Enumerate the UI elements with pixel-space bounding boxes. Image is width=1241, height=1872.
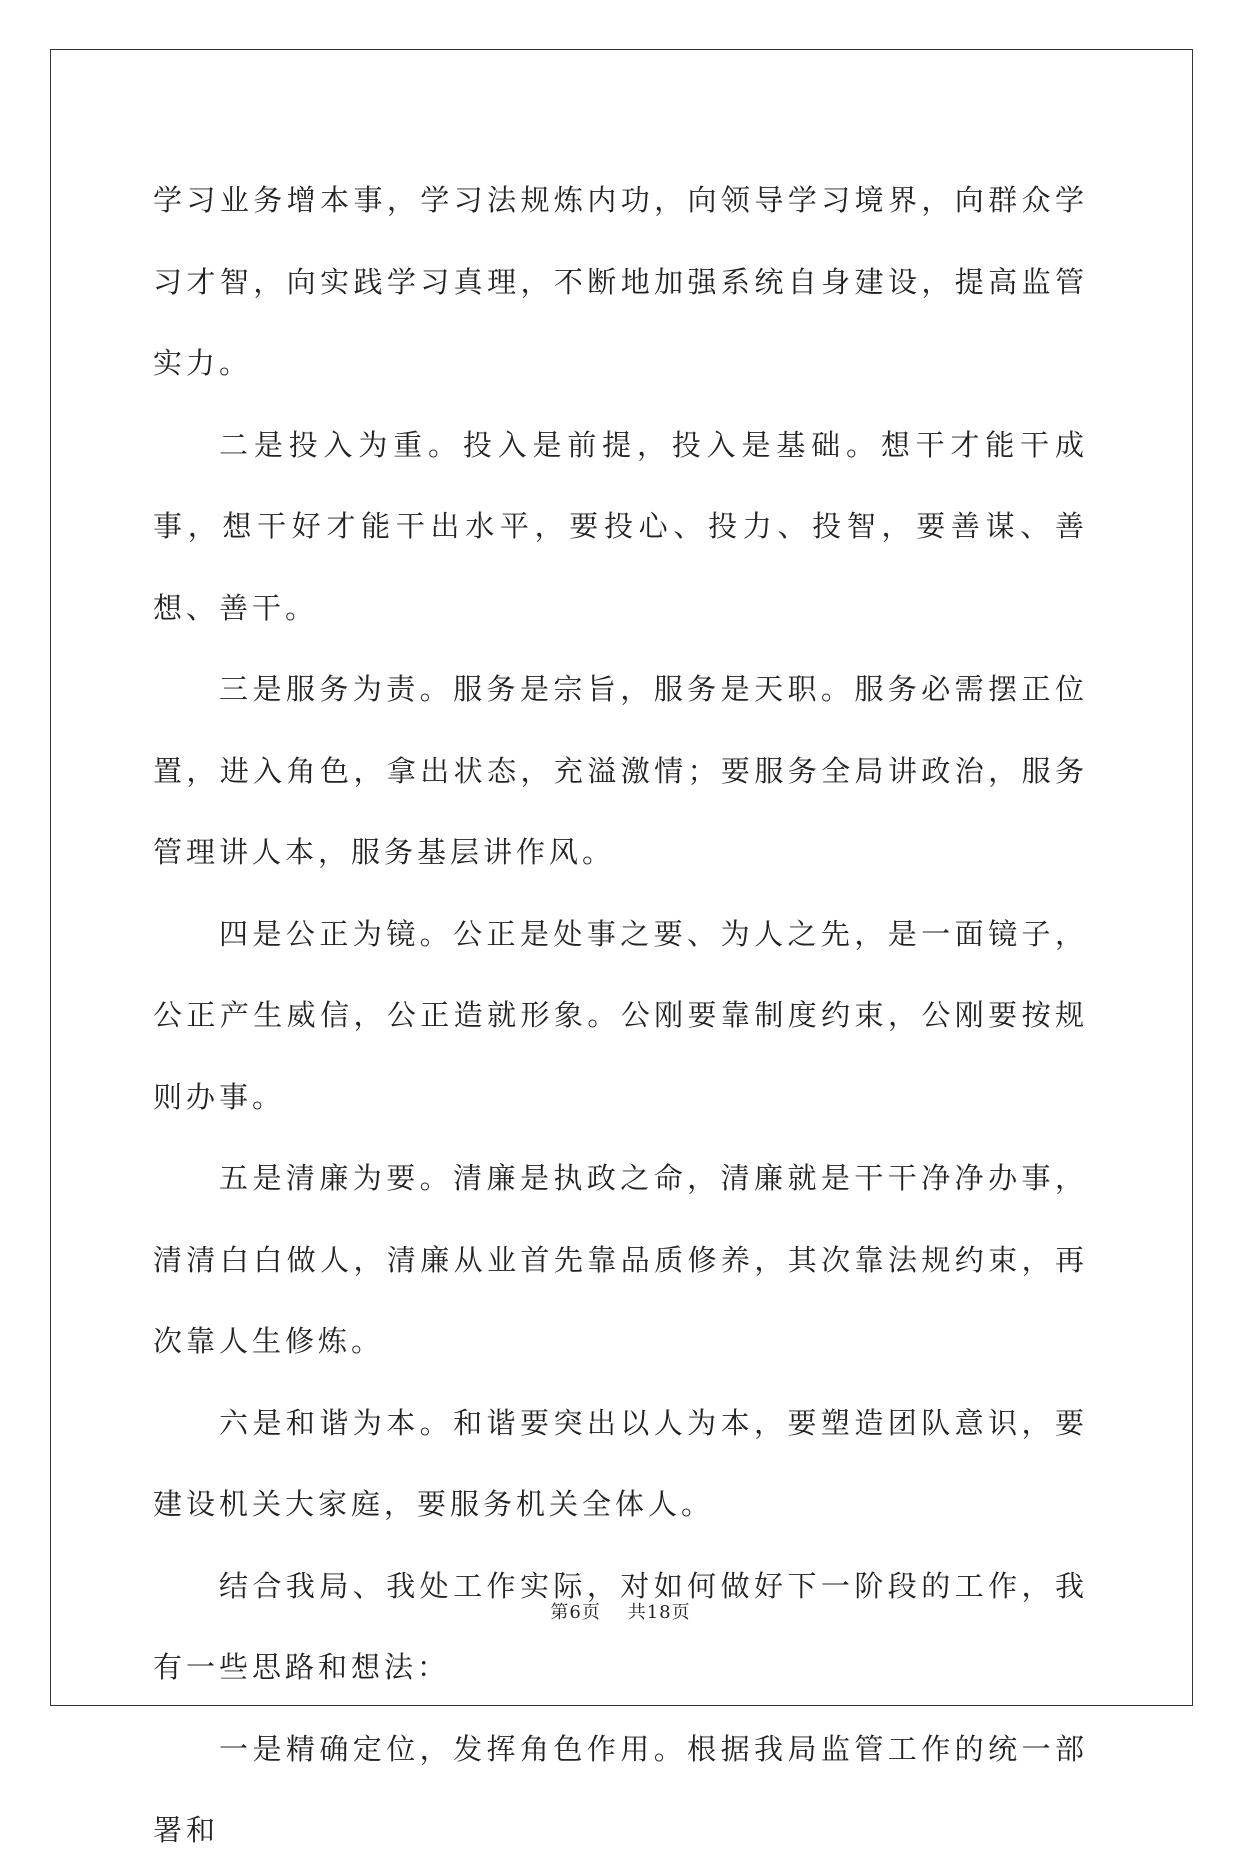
page-footer [0, 1598, 1241, 1624]
paragraph: 二是投入为重。投入是前提，投入是基础。想干才能干成事，想干好才能干出水平，要投心、投力、投智，要善谋、善想、善干。 [153, 427, 1088, 625]
page-number: 第6页 [550, 1602, 601, 1623]
paragraph: 四是公正为镜。公正是处事之要、为人之先，是一面镜子，公正产生威信，公正造就形象。公刚要靠制度约束，公刚要按规则办事。 [153, 916, 1088, 1114]
paragraph: 三是服务为责。服务是宗旨，服务是天职。服务必需摆正位置，进入角色，拿出状态，充溢激情；要服务全局讲政治，服务管理讲人本，服务基层讲作风。 [153, 672, 1088, 869]
page-total: 共18页 [627, 1602, 691, 1623]
paragraph: 结合我局、我处工作实际，对如何做好下一阶段的工作，我有一些思路和想法： [153, 1568, 1088, 1684]
paragraph: 六是和谐为本。和谐要突出以人为本，要塑造团队意识，要建设机关大家庭，要服务机关全体人。 [153, 1405, 1088, 1521]
paragraph: 学习业务增本事，学习法规炼内功，向领导学习境界，向群众学习才智，向实践学习真理，不断地加强系统自身建设，提高监管实力。 [153, 183, 1088, 380]
paragraph: 一是精确定位，发挥角色作用。根据我局监管工作的统一部署和 [153, 1731, 1088, 1847]
paragraph: 五是清廉为要。清廉是执政之命，清廉就是干干净净办事，清清白白做人，清廉从业首先靠品质修养，其次靠法规约束，再次靠人生修炼。 [153, 1161, 1088, 1358]
